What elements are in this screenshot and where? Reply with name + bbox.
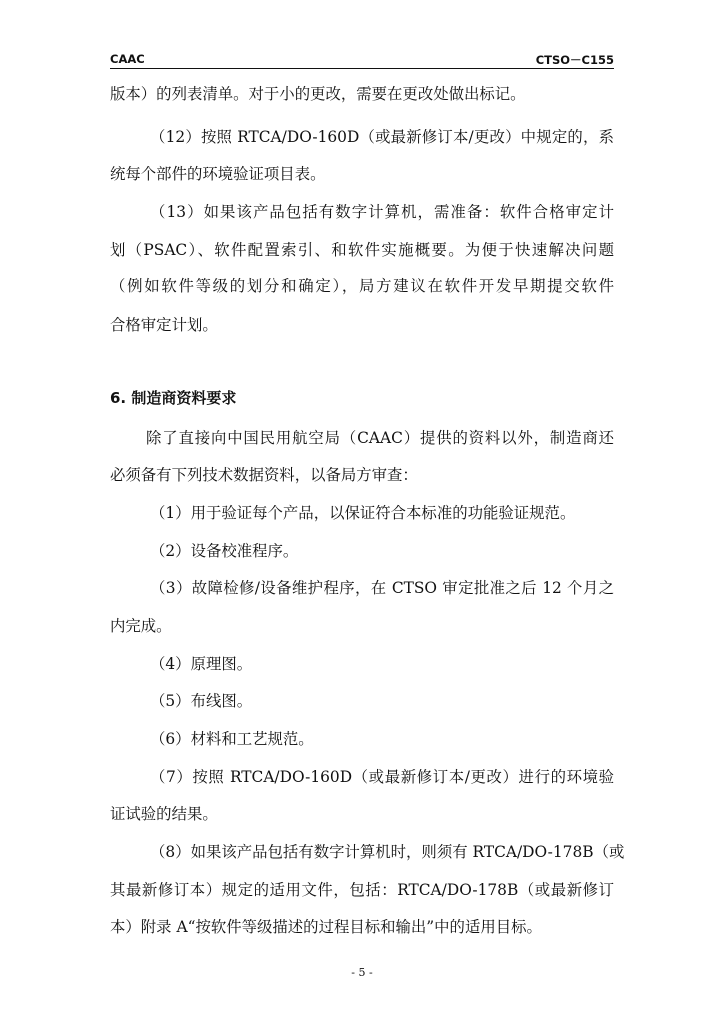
paragraph-line: 合格审定计划。 [110,316,218,334]
header-right-label: CTSO－C155 [535,53,614,67]
paragraph-line: （12）按照 RTCA/DO-160D（或最新修订本/更改）中规定的，系 [150,128,614,146]
section-heading: 6. 制造商资料要求 [110,389,237,407]
paragraph-line: （13）如果该产品包括有数字计算机，需准备：软件合格审定计 [150,203,614,221]
paragraph-line: 证试验的结果。 [110,805,218,823]
paragraph-line: （3）故障检修/设备维护程序，在 CTSO 审定批准之后 12 个月之 [150,579,614,597]
paragraph-line: （1）用于验证每个产品，以保证符合本标准的功能验证规范。 [150,504,576,522]
paragraph-line: （2）设备校准程序。 [150,542,299,560]
page-number: - 5 - [351,966,373,979]
paragraph-line: （4）原理图。 [150,655,253,673]
header-left-label: CAAC [110,52,145,66]
paragraph-line: （6）材料和工艺规范。 [150,730,314,748]
paragraph-line: （8）如果该产品包括有数字计算机时，则须有 RTCA/DO-178B（或 [150,843,625,861]
page-header [110,52,614,69]
paragraph-line: 本）附录 A“按软件等级描述的过程目标和输出”中的适用目标。 [110,918,542,936]
paragraph-line: 版本）的列表清单。对于小的更改，需要在更改处做出标记。 [110,85,526,103]
paragraph-line: 内完成。 [110,617,172,635]
paragraph-line: 划（PSAC）、软件配置索引、和软件实施概要。为便于快速解决问题 [110,241,614,259]
paragraph-line: 统每个部件的环境验证项目表。 [110,165,326,183]
paragraph-line: （7）按照 RTCA/DO-160D（或最新修订本/更改）进行的环境验 [150,768,614,786]
paragraph-line: 必须备有下列技术数据资料，以备局方审查： [110,466,418,484]
paragraph-line: （5）布线图。 [150,692,253,710]
paragraph-line: 其最新修订本）规定的适用文件，包括：RTCA/DO-178B（或最新修订 [110,881,614,899]
paragraph-line: （例如软件等级的划分和确定），局方建议在软件开发早期提交软件 [110,277,614,295]
paragraph-line: 除了直接向中国民用航空局（CAAC）提供的资料以外，制造商还 [146,429,614,447]
